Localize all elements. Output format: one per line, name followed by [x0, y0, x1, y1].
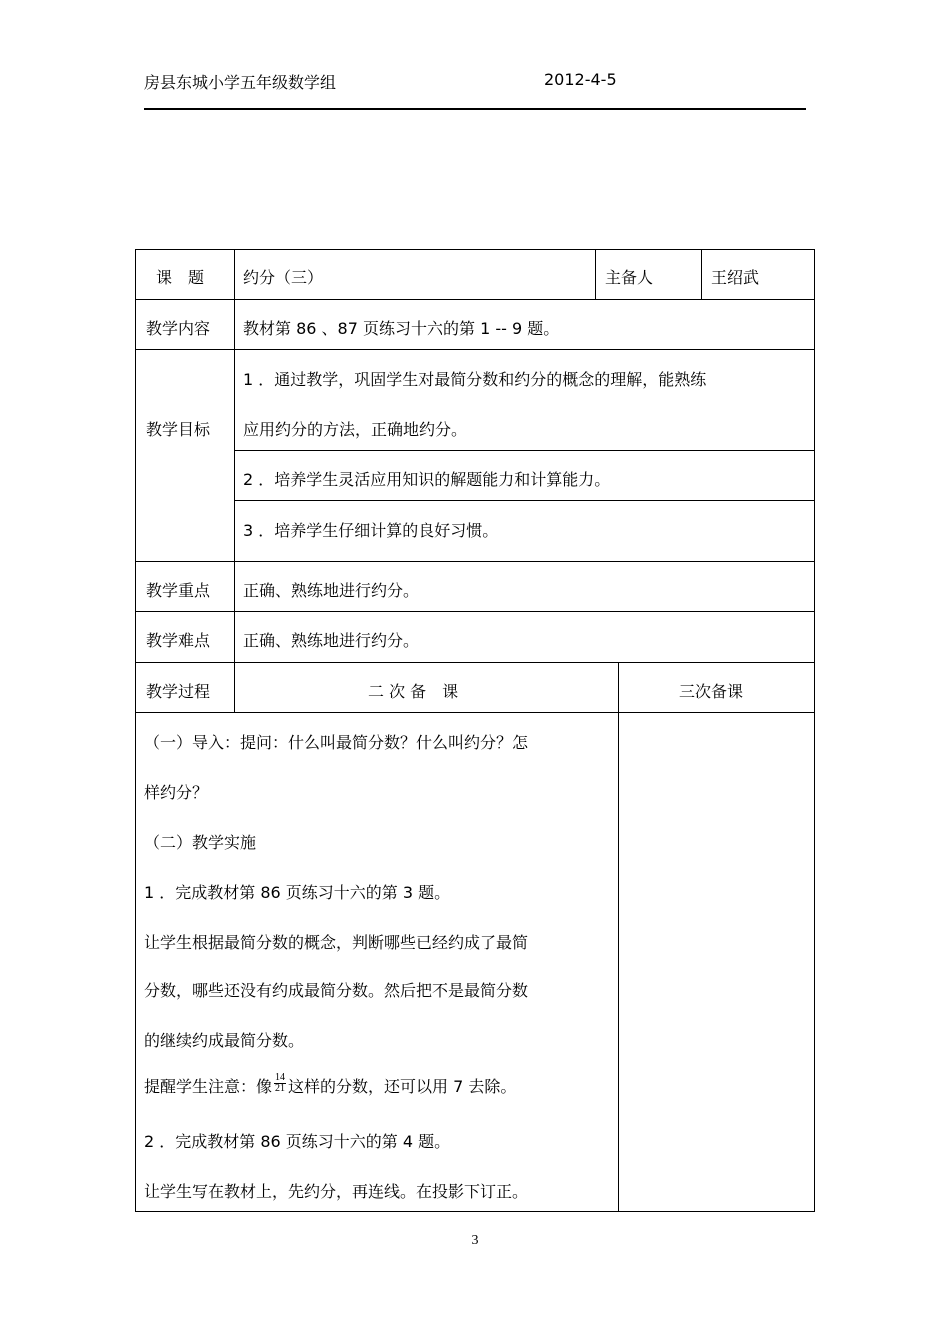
process-line: 1 ．完成教材第 86 页练习十六的第 3 题。: [144, 883, 451, 902]
process-text: 这样的分数，还可以用 7 去除。: [288, 1077, 517, 1096]
topic-label: 课 题: [156, 268, 205, 287]
key-value: 正确、熟练地进行约分。: [243, 581, 420, 600]
topic-value: 约分（三）: [243, 268, 324, 287]
table-border: [814, 249, 815, 1212]
row-divider: [234, 500, 815, 501]
process-line: 让学生根据最简分数的概念，判断哪些已经约成了最简: [144, 933, 529, 952]
table-border: [135, 249, 136, 1212]
column-divider: [701, 249, 702, 299]
author-value: 王绍武: [711, 268, 760, 287]
lesson-plan-table: [135, 249, 815, 1212]
goal-3: 3 ．培养学生仔细计算的良好习惯。: [243, 521, 499, 540]
difficulty-label: 教学难点: [146, 631, 211, 650]
header-organization: 房县东城小学五年级数学组: [144, 73, 337, 92]
author-label: 主备人: [605, 268, 654, 287]
row-divider: [234, 450, 815, 451]
goal-2: 2 ．培养学生灵活应用知识的解题能力和计算能力。: [243, 470, 611, 489]
process-line: 分数，哪些还没有约成最简分数。然后把不是最简分数: [144, 981, 529, 1000]
goal-label: 教学目标: [146, 420, 211, 439]
fraction-denominator: 21: [275, 1083, 286, 1094]
column-divider: [234, 249, 235, 712]
row-divider: [135, 349, 815, 350]
fraction-numerator: 14: [275, 1072, 286, 1083]
fraction: [274, 1073, 286, 1094]
goal-1-line1: 1 ．通过教学，巩固学生对最简分数和约分的概念的理解，能熟练: [243, 370, 707, 389]
content-value: 教材第 86 、87 页练习十六的第 1 -- 9 题。: [243, 319, 560, 338]
process-label: 教学过程: [146, 682, 211, 701]
row-divider: [135, 561, 815, 562]
page-header: [144, 70, 806, 110]
column-divider: [595, 249, 596, 299]
table-border: [135, 1211, 815, 1212]
row-divider: [135, 611, 815, 612]
key-label: 教学重点: [146, 581, 211, 600]
process-line: （一）导入：提问：什么叫最简分数？什么叫约分？怎: [144, 733, 529, 752]
process-text: 提醒学生注意：像: [144, 1077, 273, 1096]
page-number: 3: [471, 1233, 479, 1248]
second-prep-header: 二 次 备 课: [368, 682, 459, 701]
header-date: 2012-4-5: [544, 70, 617, 89]
third-prep-header: 三次备课: [679, 682, 744, 701]
row-divider: [135, 712, 815, 713]
process-line: 的继续约成最简分数。: [144, 1031, 305, 1050]
row-divider: [135, 299, 815, 300]
difficulty-value: 正确、熟练地进行约分。: [243, 631, 420, 650]
process-line: 样约分？: [144, 783, 209, 802]
table-border: [135, 249, 815, 250]
row-divider: [135, 662, 815, 663]
process-line: 2 ．完成教材第 86 页练习十六的第 4 题。: [144, 1132, 451, 1151]
goal-1-line2: 应用约分的方法，正确地约分。: [243, 420, 468, 439]
process-line: （二）教学实施: [144, 833, 257, 852]
content-label: 教学内容: [146, 319, 211, 338]
column-divider: [618, 662, 619, 1212]
process-line: 让学生写在教材上，先约分，再连线。在投影下订正。: [144, 1182, 529, 1201]
process-line-with-fraction: [144, 1074, 516, 1098]
